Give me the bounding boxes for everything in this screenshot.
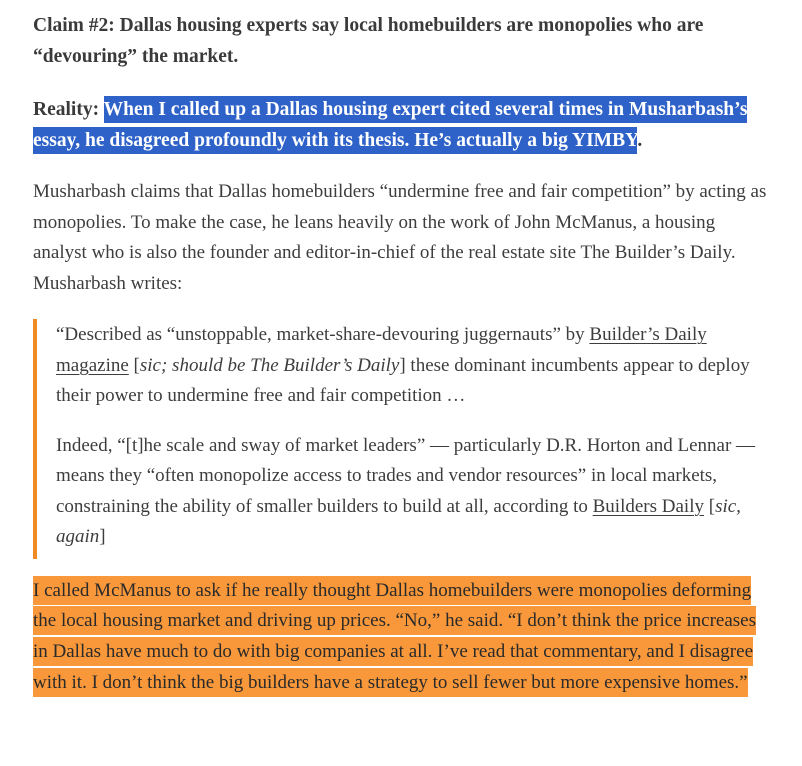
article-body (33, 0, 773, 698)
reality-trailing-period: . (637, 129, 643, 151)
quote-1-bracket-close: ] (399, 354, 406, 376)
reality-highlighted-text[interactable]: When I called up a Dallas housing expert cited several times in Musharbash’s essay, he disagreed profoundly with its thesis. He’s actually a big YIMBY (33, 96, 747, 154)
quote-2-text-before: Indeed, “[t]he scale and sway of market leaders” — particularly D.R. Horton and Lennar — means they “often monopolize access to trades and vendor resources” in local markets, constraining the ability of smaller builders to build at all, according to (56, 434, 756, 517)
reality-paragraph (33, 95, 773, 156)
final-highlighted-text[interactable]: I called McManus to ask if he really thought Dallas homebuilders were monopolies deforming the local housing market and driving up prices. “No,” he said. “I don’t think the price increases in Dallas have much to do with big companies at all. I’ve read that commentary, and I disagree with it. I don’t think the big builders have a strategy to sell fewer but more expensive homes.” (33, 576, 756, 697)
quote-1-bracket-open: [ (133, 354, 140, 376)
quote-1-text-before: “Described as “unstoppable, market-share-devouring juggernauts” by (56, 324, 590, 345)
blockquote (33, 319, 773, 559)
quote-paragraph-2 (56, 431, 773, 553)
quote-paragraph-1 (56, 320, 773, 412)
body-paragraph: Musharbash claims that Dallas homebuilders “undermine free and fair competition” by acting as monopolies. To make the case, he leans heavily on the work of John McManus, a housing analyst who is also the founder and editor-in-chief of the real estate site The Builder’s Daily. Musharbash writes: (33, 181, 767, 294)
final-paragraph (33, 576, 773, 699)
reality-label: Reality: (33, 99, 100, 120)
builders-daily-magazine-link[interactable]: Builder’s Daily magazine (56, 324, 707, 376)
quote-2-bracket-open: [ (708, 495, 716, 517)
quote-1-text-after: these dominant incumbents appear to deploy their power to undermine free and fair competition … (56, 354, 750, 406)
builders-daily-link[interactable]: Builders Daily (592, 495, 704, 517)
claim-heading: Claim #2: Dallas housing experts say local homebuilders are monopolies who are “devouring” the market. (33, 15, 704, 67)
quote-1-sic-note: sic; should be The Builder’s Daily (139, 354, 400, 376)
quote-2-sic-note: sic, again (56, 495, 741, 547)
quote-2-bracket-close: ] (99, 526, 106, 547)
